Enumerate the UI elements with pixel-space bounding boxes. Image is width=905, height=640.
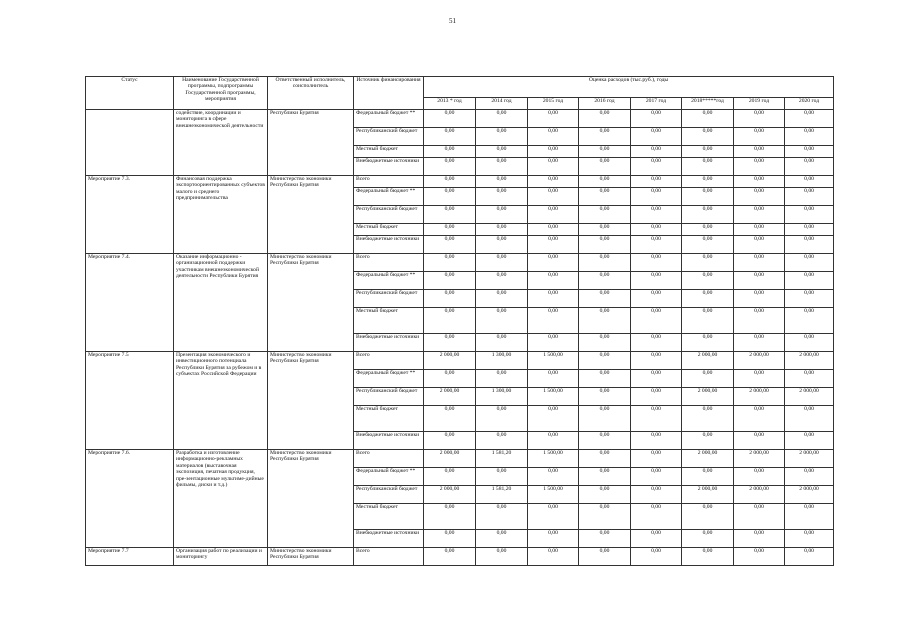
- value-cell: 0,00: [528, 370, 579, 388]
- value-cell: 0,00: [734, 158, 785, 176]
- header-year: 2019 год: [734, 98, 785, 110]
- status-cell: Мероприятие 7.3.: [86, 176, 174, 254]
- value-cell: 0,00: [579, 272, 631, 290]
- value-cell: 0,00: [424, 254, 476, 272]
- value-cell: 0,00: [579, 146, 631, 158]
- value-cell: 2 000,00: [734, 352, 785, 370]
- value-cell: 0,00: [785, 254, 834, 272]
- value-cell: 0,00: [579, 432, 631, 450]
- source-cell: Местный бюджет: [354, 308, 424, 334]
- value-cell: 0,00: [528, 128, 579, 146]
- name-cell: Разработка и изготовление информационно-рекламных материалов (выставочная экспозиция, печатная продукция, пре-зентационные мультиме-дийные фильмы, диски и т.д.): [174, 450, 268, 548]
- value-cell: 0,00: [528, 110, 579, 128]
- responsible-cell: Республики Бурятия: [268, 110, 354, 176]
- value-cell: 0,00: [476, 254, 528, 272]
- value-cell: 0,00: [734, 504, 785, 530]
- value-cell: 0,00: [579, 254, 631, 272]
- value-cell: 0,00: [631, 450, 682, 468]
- table-row: [86, 254, 834, 272]
- value-cell: 0,00: [631, 236, 682, 254]
- value-cell: 0,00: [734, 308, 785, 334]
- source-cell: Внебюджетные источники: [354, 236, 424, 254]
- value-cell: 1 500,00: [528, 486, 579, 504]
- header-responsible: Ответственный исполнитель, соисполнитель: [268, 77, 354, 110]
- value-cell: 0,00: [579, 468, 631, 486]
- value-cell: 0,00: [631, 388, 682, 406]
- value-cell: 0,00: [528, 504, 579, 530]
- table-row: [86, 548, 834, 566]
- value-cell: 0,00: [631, 272, 682, 290]
- value-cell: 0,00: [579, 504, 631, 530]
- value-cell: 0,00: [631, 468, 682, 486]
- value-cell: 0,00: [734, 406, 785, 432]
- value-cell: 0,00: [785, 370, 834, 388]
- value-cell: 0,00: [785, 176, 834, 188]
- value-cell: 0,00: [631, 406, 682, 432]
- source-cell: Всего: [354, 548, 424, 566]
- value-cell: 0,00: [734, 272, 785, 290]
- value-cell: 0,00: [476, 236, 528, 254]
- value-cell: 0,00: [528, 468, 579, 486]
- value-cell: 0,00: [476, 504, 528, 530]
- header-year: 2020 год: [785, 98, 834, 110]
- source-cell: Внебюджетные источники: [354, 432, 424, 450]
- value-cell: 0,00: [631, 308, 682, 334]
- value-cell: 0,00: [424, 432, 476, 450]
- value-cell: 0,00: [682, 188, 734, 206]
- value-cell: 0,00: [424, 406, 476, 432]
- value-cell: 0,00: [424, 290, 476, 308]
- source-cell: Федеральный бюджет **: [354, 110, 424, 128]
- value-cell: 0,00: [476, 188, 528, 206]
- value-cell: 2 000,00: [785, 388, 834, 406]
- value-cell: 2 000,00: [682, 450, 734, 468]
- value-cell: 0,00: [528, 146, 579, 158]
- value-cell: 0,00: [785, 206, 834, 224]
- value-cell: 0,00: [785, 308, 834, 334]
- source-cell: Местный бюджет: [354, 504, 424, 530]
- value-cell: 0,00: [528, 254, 579, 272]
- value-cell: 0,00: [682, 176, 734, 188]
- responsible-cell: Министерство экономики Республики Бурятия: [268, 352, 354, 450]
- value-cell: 0,00: [579, 450, 631, 468]
- table-row: [86, 352, 834, 370]
- value-cell: 0,00: [476, 158, 528, 176]
- value-cell: 0,00: [476, 128, 528, 146]
- source-cell: Всего: [354, 176, 424, 188]
- value-cell: 0,00: [579, 158, 631, 176]
- value-cell: 0,00: [476, 224, 528, 236]
- value-cell: 0,00: [682, 468, 734, 486]
- source-cell: Федеральный бюджет **: [354, 370, 424, 388]
- value-cell: 0,00: [631, 128, 682, 146]
- value-cell: 0,00: [528, 334, 579, 352]
- source-cell: Всего: [354, 254, 424, 272]
- value-cell: 0,00: [579, 176, 631, 188]
- source-cell: Всего: [354, 450, 424, 468]
- value-cell: 0,00: [682, 334, 734, 352]
- value-cell: 0,00: [682, 548, 734, 566]
- value-cell: 0,00: [631, 530, 682, 548]
- value-cell: 0,00: [528, 188, 579, 206]
- value-cell: 0,00: [734, 188, 785, 206]
- value-cell: 0,00: [785, 236, 834, 254]
- value-cell: 0,00: [424, 146, 476, 158]
- source-cell: Республиканский бюджет: [354, 290, 424, 308]
- value-cell: 0,00: [476, 176, 528, 188]
- value-cell: 0,00: [528, 236, 579, 254]
- value-cell: 0,00: [631, 110, 682, 128]
- value-cell: 0,00: [631, 158, 682, 176]
- status-cell: Мероприятие 7.7: [86, 548, 174, 566]
- value-cell: 0,00: [734, 236, 785, 254]
- value-cell: 0,00: [424, 504, 476, 530]
- value-cell: 0,00: [528, 308, 579, 334]
- value-cell: 0,00: [476, 432, 528, 450]
- responsible-cell: Министерство экономики Республики Бурятия: [268, 254, 354, 352]
- value-cell: 0,00: [476, 290, 528, 308]
- value-cell: 2 000,00: [682, 388, 734, 406]
- value-cell: 0,00: [424, 110, 476, 128]
- status-cell: [86, 110, 174, 176]
- value-cell: 0,00: [682, 530, 734, 548]
- status-cell: Мероприятие 7.6.: [86, 450, 174, 548]
- value-cell: 0,00: [682, 290, 734, 308]
- value-cell: 0,00: [528, 206, 579, 224]
- value-cell: 0,00: [476, 206, 528, 224]
- value-cell: 0,00: [734, 146, 785, 158]
- value-cell: 0,00: [424, 272, 476, 290]
- value-cell: 2 000,00: [424, 388, 476, 406]
- value-cell: 0,00: [528, 530, 579, 548]
- value-cell: 0,00: [785, 188, 834, 206]
- value-cell: 0,00: [476, 370, 528, 388]
- value-cell: 0,00: [734, 110, 785, 128]
- table-row: [86, 176, 834, 188]
- header-estimate: Оценка расходов (тыс.руб.), годы: [424, 77, 834, 98]
- value-cell: 1 500,00: [528, 352, 579, 370]
- source-cell: Федеральный бюджет **: [354, 468, 424, 486]
- source-cell: Республиканский бюджет: [354, 206, 424, 224]
- value-cell: 0,00: [424, 158, 476, 176]
- source-cell: Республиканский бюджет: [354, 128, 424, 146]
- budget-table: [85, 76, 834, 566]
- value-cell: 0,00: [579, 548, 631, 566]
- responsible-cell: Министерство экономики Республики Бурятия: [268, 548, 354, 566]
- value-cell: 0,00: [476, 334, 528, 352]
- value-cell: 0,00: [785, 128, 834, 146]
- status-cell: Мероприятие 7.4.: [86, 254, 174, 352]
- value-cell: 0,00: [785, 432, 834, 450]
- value-cell: 0,00: [734, 548, 785, 566]
- value-cell: 0,00: [579, 308, 631, 334]
- value-cell: 0,00: [528, 272, 579, 290]
- value-cell: 0,00: [682, 432, 734, 450]
- name-cell: содействие, координации и мониторинга в сфере внешнеэкономической деятельности: [174, 110, 268, 176]
- value-cell: 0,00: [682, 254, 734, 272]
- value-cell: 0,00: [785, 224, 834, 236]
- header-year: 2014 год: [476, 98, 528, 110]
- value-cell: 0,00: [424, 468, 476, 486]
- value-cell: 2 000,00: [734, 388, 785, 406]
- source-cell: Федеральный бюджет **: [354, 272, 424, 290]
- value-cell: 0,00: [734, 468, 785, 486]
- value-cell: 0,00: [631, 188, 682, 206]
- status-cell: Мероприятие 7.5: [86, 352, 174, 450]
- source-cell: Всего: [354, 352, 424, 370]
- value-cell: 0,00: [476, 308, 528, 334]
- value-cell: 1 300,00: [476, 352, 528, 370]
- value-cell: 1 581,20: [476, 450, 528, 468]
- value-cell: 0,00: [476, 548, 528, 566]
- source-cell: Республиканский бюджет: [354, 486, 424, 504]
- value-cell: 0,00: [579, 352, 631, 370]
- value-cell: 0,00: [785, 468, 834, 486]
- value-cell: 0,00: [785, 334, 834, 352]
- value-cell: 0,00: [785, 272, 834, 290]
- value-cell: 0,00: [579, 236, 631, 254]
- value-cell: 0,00: [682, 370, 734, 388]
- name-cell: Презентация экономического и инвестиционного потенциала Республики Бурятия за рубежом и в субъектах Российской Федерации: [174, 352, 268, 450]
- table-row: [86, 110, 834, 128]
- value-cell: 0,00: [631, 370, 682, 388]
- source-cell: Внебюджетные источники: [354, 158, 424, 176]
- value-cell: 0,00: [734, 432, 785, 450]
- value-cell: 2 000,00: [734, 450, 785, 468]
- value-cell: 0,00: [579, 110, 631, 128]
- value-cell: 0,00: [631, 352, 682, 370]
- value-cell: 0,00: [424, 308, 476, 334]
- value-cell: 0,00: [579, 206, 631, 224]
- value-cell: 0,00: [734, 334, 785, 352]
- value-cell: 2 000,00: [734, 486, 785, 504]
- value-cell: 0,00: [682, 236, 734, 254]
- value-cell: 0,00: [579, 224, 631, 236]
- value-cell: 0,00: [785, 548, 834, 566]
- value-cell: 0,00: [734, 176, 785, 188]
- value-cell: 0,00: [631, 486, 682, 504]
- header-name: Наименование Государственной программы, подпрограммы Государственной программы, мероприятия: [174, 77, 268, 110]
- source-cell: Республиканский бюджет: [354, 388, 424, 406]
- value-cell: 0,00: [682, 128, 734, 146]
- value-cell: 0,00: [785, 290, 834, 308]
- value-cell: 0,00: [424, 224, 476, 236]
- source-cell: Внебюджетные источники: [354, 530, 424, 548]
- value-cell: 0,00: [424, 548, 476, 566]
- value-cell: 1 500,00: [528, 450, 579, 468]
- value-cell: 0,00: [631, 176, 682, 188]
- name-cell: Оказание информационно - организационной поддержки участникам внешнеэкономической деятельности Республики Бурятия: [174, 254, 268, 352]
- value-cell: 2 000,00: [424, 486, 476, 504]
- value-cell: 2 000,00: [424, 352, 476, 370]
- value-cell: 0,00: [424, 236, 476, 254]
- value-cell: 0,00: [528, 176, 579, 188]
- table-row: [86, 450, 834, 468]
- value-cell: 0,00: [579, 406, 631, 432]
- value-cell: 0,00: [785, 158, 834, 176]
- value-cell: 0,00: [682, 224, 734, 236]
- value-cell: 0,00: [579, 334, 631, 352]
- value-cell: 1 500,00: [528, 388, 579, 406]
- responsible-cell: Министерство экономики Республики Бурятия: [268, 450, 354, 548]
- value-cell: 0,00: [528, 406, 579, 432]
- value-cell: 0,00: [682, 406, 734, 432]
- header-year: 2016 год: [579, 98, 631, 110]
- value-cell: 0,00: [631, 432, 682, 450]
- value-cell: 0,00: [682, 146, 734, 158]
- value-cell: 0,00: [424, 334, 476, 352]
- value-cell: 0,00: [734, 206, 785, 224]
- source-cell: Местный бюджет: [354, 406, 424, 432]
- value-cell: 2 000,00: [785, 352, 834, 370]
- value-cell: 0,00: [579, 486, 631, 504]
- value-cell: 0,00: [424, 370, 476, 388]
- source-cell: Местный бюджет: [354, 224, 424, 236]
- value-cell: 0,00: [476, 530, 528, 548]
- source-cell: Федеральный бюджет **: [354, 188, 424, 206]
- header-year: 2017 год: [631, 98, 682, 110]
- value-cell: 0,00: [631, 254, 682, 272]
- value-cell: 0,00: [682, 308, 734, 334]
- header-year: 2013 * год: [424, 98, 476, 110]
- value-cell: 0,00: [579, 530, 631, 548]
- value-cell: 2 000,00: [424, 450, 476, 468]
- value-cell: 0,00: [579, 128, 631, 146]
- value-cell: 0,00: [631, 290, 682, 308]
- value-cell: 0,00: [631, 504, 682, 530]
- header-source: Источник финансирования: [354, 77, 424, 110]
- value-cell: 0,00: [528, 548, 579, 566]
- value-cell: 0,00: [734, 128, 785, 146]
- header-year: 2015 год: [528, 98, 579, 110]
- value-cell: 0,00: [631, 548, 682, 566]
- value-cell: 0,00: [682, 110, 734, 128]
- value-cell: 1 581,20: [476, 486, 528, 504]
- value-cell: 0,00: [785, 406, 834, 432]
- value-cell: 0,00: [734, 290, 785, 308]
- value-cell: 0,00: [785, 530, 834, 548]
- name-cell: Финансовая поддержка экспортоориентированных субъектов малого и среднего предпринимательства: [174, 176, 268, 254]
- value-cell: 0,00: [785, 146, 834, 158]
- value-cell: 0,00: [476, 468, 528, 486]
- value-cell: 0,00: [476, 110, 528, 128]
- value-cell: 0,00: [631, 206, 682, 224]
- value-cell: 0,00: [682, 206, 734, 224]
- header-status: Статус: [86, 77, 174, 110]
- value-cell: 2 000,00: [682, 352, 734, 370]
- value-cell: 0,00: [528, 224, 579, 236]
- header-year: 2018*****год: [682, 98, 734, 110]
- value-cell: 0,00: [734, 254, 785, 272]
- value-cell: 0,00: [424, 530, 476, 548]
- value-cell: 0,00: [682, 504, 734, 530]
- value-cell: 0,00: [579, 388, 631, 406]
- value-cell: 0,00: [631, 146, 682, 158]
- value-cell: 0,00: [579, 370, 631, 388]
- value-cell: 0,00: [528, 290, 579, 308]
- value-cell: 0,00: [682, 158, 734, 176]
- value-cell: 0,00: [424, 128, 476, 146]
- value-cell: 0,00: [785, 504, 834, 530]
- value-cell: 0,00: [734, 224, 785, 236]
- value-cell: 0,00: [528, 158, 579, 176]
- value-cell: 0,00: [631, 334, 682, 352]
- value-cell: 0,00: [734, 530, 785, 548]
- value-cell: 0,00: [528, 432, 579, 450]
- value-cell: 0,00: [476, 146, 528, 158]
- name-cell: Организация работ по реализации и мониторингу: [174, 548, 268, 566]
- value-cell: 0,00: [631, 224, 682, 236]
- value-cell: 0,00: [734, 370, 785, 388]
- value-cell: 0,00: [424, 188, 476, 206]
- value-cell: 0,00: [682, 272, 734, 290]
- value-cell: 2 000,00: [785, 486, 834, 504]
- value-cell: 0,00: [424, 206, 476, 224]
- source-cell: Местный бюджет: [354, 146, 424, 158]
- value-cell: 0,00: [579, 188, 631, 206]
- value-cell: 0,00: [476, 406, 528, 432]
- value-cell: 2 000,00: [682, 486, 734, 504]
- source-cell: Внебюджетные источники: [354, 334, 424, 352]
- responsible-cell: Министерство экономики Республики Бурятия: [268, 176, 354, 254]
- value-cell: 0,00: [785, 110, 834, 128]
- page-number: 51: [449, 17, 456, 25]
- value-cell: 0,00: [476, 272, 528, 290]
- value-cell: 2 000,00: [785, 450, 834, 468]
- value-cell: 0,00: [424, 176, 476, 188]
- value-cell: 1 300,00: [476, 388, 528, 406]
- value-cell: 0,00: [579, 290, 631, 308]
